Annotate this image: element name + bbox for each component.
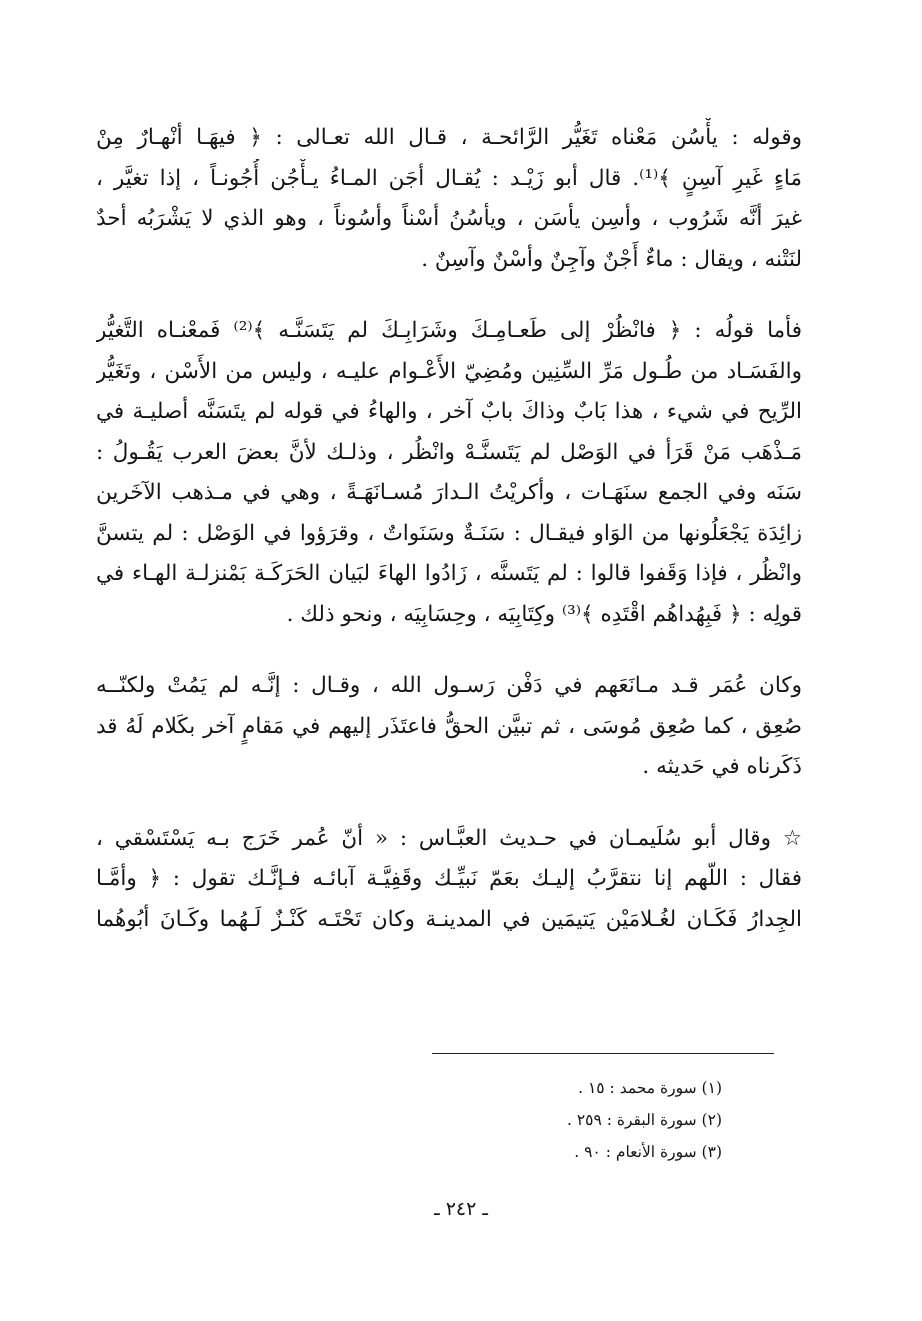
main-text [96,118,802,940]
text-line: فقال : اللّهم إنا نتقرَّبُ إليـك بعَمّ نَبيِّـك وقَفِيَّـة آبائـه فـإنَّـك تقول : ﴿ وأمَّـا [96,866,802,891]
text-line: الرِّيح في شيء ، هذا بَابٌ وذاكَ بابٌ آخر ، والهاءُ في قوله لم يتَسَنَّه أصليـة في [96,399,802,424]
text-line: فأما قولُه : ﴿ فانْظُرْ إلى طَعـامِـكَ وشَرَابِـكَ لم يَتَسَنَّـه ﴾⁽²⁾ فَمعْنـاه التَّغيُّر [96,318,802,343]
text-line: ذَكَرناه في حَديثه . [642,754,802,779]
text-line: وانْظُر ، فإذا وَقَفوا قالوا : لم يَتَسنَّه ، زَادُوا الهاءَ لبَيان الحَرَكَـة بَمْنزلـة الهـاء في [96,561,802,586]
text-line: غيرَ أنَّه شَرُوب ، وأسِن يأسَن ، ويأسُنُ أسْناً وأسُوناً ، وهو الذي لا يَشْرَبُه أحدٌ [96,206,802,231]
text-line: صُعِق ، كما صُعِق مُوسَى ، ثم تبيَّن الحقُّ فاعتَذَر إليهم في مَقامٍ آخر بكَلام لَهُ قد [96,713,802,739]
text-line: وكان عُمَر قـد مـانَعَهم في دَفْن رَسـول الله ، وقـال : إنَّـه لم يَمُتْ ولكنّــه [96,673,802,698]
text-line: الجِدارُ فَكَـان لغُـلامَيْن يَتيمَين في المدينـة وكان تَحْتَـه كَنْـزٌ لَـهُما وكَـانَ أبُوهُما [96,906,802,932]
footnote: (١) سورة محمد : ١٥ . [578,1079,722,1097]
text-line: والفَسَـاد من طُـول مَرِّ السِّنِين ومُضِيّ الأَعْـوام عليـه ، وليس من الأَسْن ، وتَغَيُّر [96,358,802,384]
text-line: مَـذْهَب مَنْ قَرَأ في الوَصْل لم يَتَسنَّـهْ وانْظُر ، وذلـك لأنَّ بعضَ العرب يَقُـولُ : [96,439,802,465]
text-line: سَنَه وفي الجمع سنَهَـات ، وأكريْتُ الـدارَ مُسـانَهَـةً ، وهي في مـذهب الآخَرين [96,480,802,505]
text-line: زائِدَة يَجْعَلُونها من الوَاو فيقـال : سَنَـةٌ وسَنَواتٌ ، وقرَؤوا في الوَصْل : لم يتسنَّ [96,520,802,546]
paragraph [96,819,802,941]
text-line: وقوله : يأْسُن مَعْناه تَغَيُّر الرَّائحـة ، قـال الله تعـالى : ﴿ فيهَـا أنْهـارٌ مِنْ [96,125,802,150]
footnote-separator [432,1053,774,1054]
text-line: لنَتْنه ، ويقال : ماءٌ أَجْنٌ وآجِنٌ وأسْنٌ وآسِنٌ . [421,246,802,272]
page-number: ـ ٢٤٢ ـ [434,1198,488,1220]
text-line: مَاءٍ غَيرِ آسِنٍ ﴾⁽¹⁾. قال أبو زَيْـد : يُقـال أجَن المـاءُ يـأْجُن أُجُونـاً ، إذا تغيَّر ، [96,165,802,191]
paragraph [96,311,802,635]
text-line: ☆ وقال أبو سُلَيمـان في حـديث العبَّـاس : « أنّ عُمر خَرَج بـه يَسْتَسْقي ، [96,825,802,851]
text-line: قولِه : ﴿ فَبِهُداهُم اقْتَدِه ﴾⁽³⁾ وكِتَابِيَه ، وحِسَابِيَه ، ونحو ذلك . [286,601,802,627]
footnotes [322,1072,722,1168]
paragraph [96,666,802,788]
paragraph [96,118,802,280]
footnote: (٣) سورة الأنعام : ٩٠ . [574,1143,722,1161]
footnote: (٢) سورة البقرة : ٢٥٩ . [566,1111,722,1129]
